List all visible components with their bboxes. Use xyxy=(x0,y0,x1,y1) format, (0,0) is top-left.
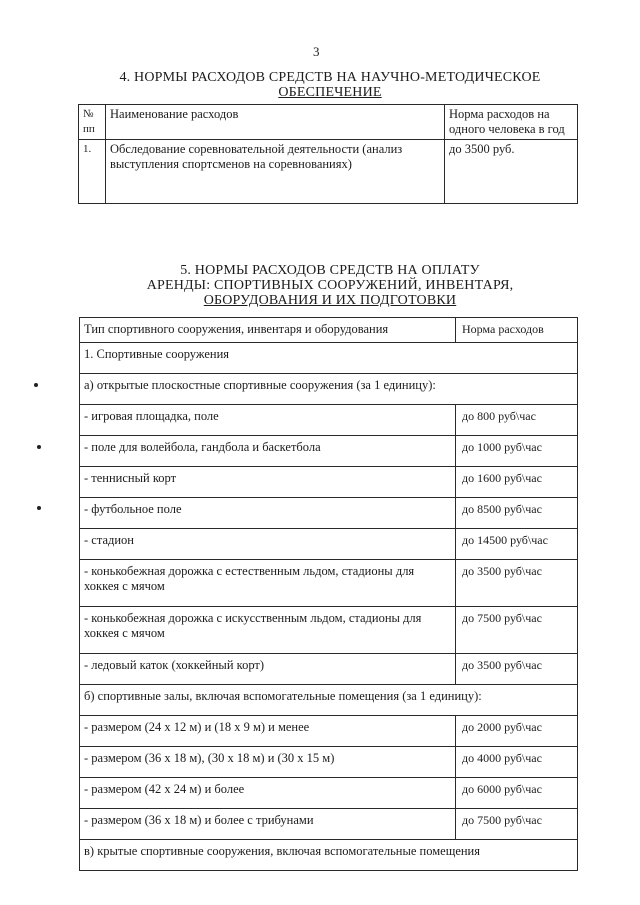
margin-mark xyxy=(37,445,41,449)
row-name: - футбольное поле xyxy=(80,498,456,529)
row-norm: до 14500 руб\час xyxy=(456,529,578,560)
table-row xyxy=(80,778,578,809)
row-name: - размером (36 х 18 м), (30 х 18 м) и (30 х 15 м) xyxy=(80,747,456,778)
table-row-section xyxy=(80,685,578,716)
section4-title-line1: 4. НОРМЫ РАСХОДОВ СРЕДСТВ НА НАУЧНО-МЕТОДИЧЕСКОЕ xyxy=(119,70,541,85)
section5-title-line2: АРЕНДЫ: СПОРТИВНЫХ СООРУЖЕНИЙ, ИНВЕНТАРЯ, xyxy=(146,278,514,293)
table-row xyxy=(79,140,578,204)
table-row xyxy=(80,436,578,467)
row-norm: до 3500 руб\час xyxy=(456,560,578,607)
row-name: - размером (36 х 18 м) и более с трибунами xyxy=(80,809,456,840)
section-label: 1. Спортивные сооружения xyxy=(80,343,578,374)
section-label: а) открытые плоскостные спортивные сооружения (за 1 единицу): xyxy=(80,374,578,405)
header-norm: Норма расходов xyxy=(456,318,578,343)
margin-mark xyxy=(37,506,41,510)
section5-table xyxy=(79,317,578,871)
margin-mark xyxy=(34,383,38,387)
header-norm: Норма расходов на одного человека в год xyxy=(445,105,578,140)
row-name: - размером (24 х 12 м) и (18 х 9 м) и менее xyxy=(80,716,456,747)
row-name: - теннисный корт xyxy=(80,467,456,498)
table-header-row xyxy=(80,318,578,343)
table-row xyxy=(80,716,578,747)
row-name: - игровая площадка, поле xyxy=(80,405,456,436)
section-label: в) крытые спортивные сооружения, включая вспомогательные помещения xyxy=(80,840,578,871)
section4-heading xyxy=(90,70,570,100)
table-row xyxy=(80,654,578,685)
header-type: Тип спортивного сооружения, инвентаря и оборудования xyxy=(80,318,456,343)
table-row xyxy=(80,498,578,529)
row-name: - ледовый каток (хоккейный корт) xyxy=(80,654,456,685)
row-norm: до 7500 руб\час xyxy=(456,607,578,654)
row-norm: до 3500 руб. xyxy=(445,140,578,204)
row-norm: до 2000 руб\час xyxy=(456,716,578,747)
table-row-section xyxy=(80,343,578,374)
section5-title-line3: ОБОРУДОВАНИЯ И ИХ ПОДГОТОВКИ xyxy=(203,293,457,308)
table-row xyxy=(80,607,578,654)
row-norm: до 4000 руб\час xyxy=(456,747,578,778)
table-header-row xyxy=(79,105,578,140)
row-norm: до 1600 руб\час xyxy=(456,467,578,498)
section4-title-line2: ОБЕСПЕЧЕНИЕ xyxy=(278,85,382,100)
row-name: - конькобежная дорожка с искусственным льдом, стадионы для хоккея с мячом xyxy=(80,607,456,654)
table-row xyxy=(80,809,578,840)
row-name: - конькобежная дорожка с естественным льдом, стадионы для хоккея с мячом xyxy=(80,560,456,607)
table-row xyxy=(80,560,578,607)
table-row-section xyxy=(80,840,578,871)
table-row xyxy=(80,405,578,436)
row-name: Обследование соревновательной деятельности (анализ выступления спортсменов на соревнованиях) xyxy=(106,140,445,204)
row-norm: до 8500 руб\час xyxy=(456,498,578,529)
section4-table xyxy=(78,104,578,204)
row-norm: до 800 руб\час xyxy=(456,405,578,436)
section5-title-line1: 5. НОРМЫ РАСХОДОВ СРЕДСТВ НА ОПЛАТУ xyxy=(180,263,480,278)
page-number: 3 xyxy=(313,44,320,59)
header-num: № пп xyxy=(79,105,106,140)
header-name: Наименование расходов xyxy=(106,105,445,140)
section5-heading xyxy=(90,263,570,308)
row-name: - поле для волейбола, гандбола и баскетбола xyxy=(80,436,456,467)
row-norm: до 7500 руб\час xyxy=(456,809,578,840)
table-row xyxy=(80,529,578,560)
row-name: - стадион xyxy=(80,529,456,560)
section-label: б) спортивные залы, включая вспомогательные помещения (за 1 единицу): xyxy=(80,685,578,716)
row-name: - размером (42 х 24 м) и более xyxy=(80,778,456,809)
table-row xyxy=(80,747,578,778)
row-norm: до 6000 руб\час xyxy=(456,778,578,809)
table-row-section xyxy=(80,374,578,405)
row-norm: до 1000 руб\час xyxy=(456,436,578,467)
row-num: 1. xyxy=(79,140,106,204)
row-norm: до 3500 руб\час xyxy=(456,654,578,685)
table-row xyxy=(80,467,578,498)
